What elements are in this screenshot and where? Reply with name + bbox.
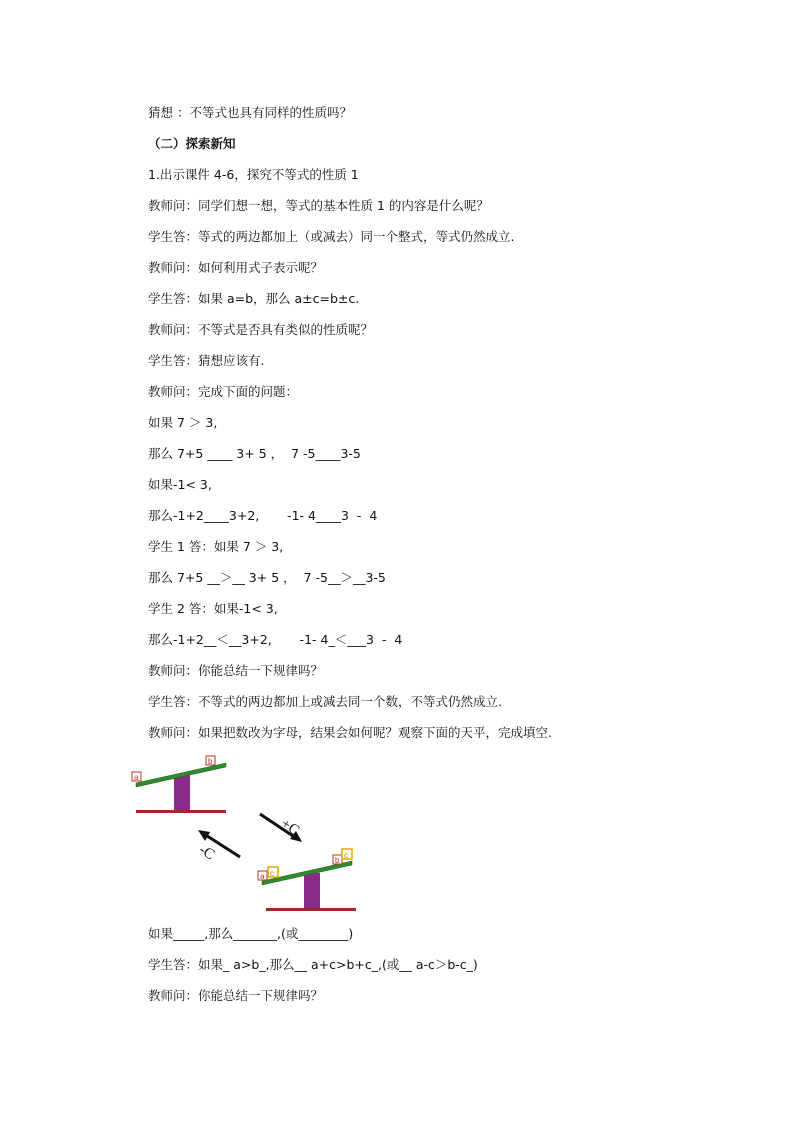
teacher-question-4: 教师问：完成下面的问题：	[148, 384, 299, 399]
teacher-question-3: 教师问：不等式是否具有类似的性质呢？	[148, 322, 374, 337]
fill-blank-line: 如果_____,那么_______,(或________)	[148, 926, 354, 941]
teacher-question-7: 教师问：你能总结一下规律吗？	[148, 988, 324, 1003]
student-1-answer-then: 那么 7+5 __＞__ 3+ 5 ， 7 -5__＞__3-5	[148, 570, 386, 585]
plus-c-label: +C	[277, 815, 303, 840]
bottom-balance	[258, 849, 356, 911]
exercise-then-2: 那么-1+2____3+2, -1- 4____3 - 4	[148, 508, 378, 523]
teacher-question-1: 教师问：同学们想一想，等式的基本性质 1 的内容是什么呢？	[148, 198, 489, 213]
student-answer-1: 学生答：等式的两边都加上（或减去）同一个整式，等式仍然成立.	[148, 229, 515, 244]
exercise-then-1: 那么 7+5 ____ 3+ 5 ， 7 -5____3-5	[148, 446, 361, 461]
top-base	[136, 810, 226, 813]
exercise-if-1: 如果 7 ＞ 3,	[148, 415, 218, 430]
student-2-answer: 学生 2 答：如果-1< 3,	[148, 601, 278, 616]
student-answer-6: 学生答：如果_ a>b_,那么__ a+c>b+c_,(或__ a-c＞b-c_)	[148, 957, 478, 972]
top-stand	[174, 775, 190, 810]
bottom-box-a-label: a	[260, 872, 265, 881]
minus-c-arrow	[196, 830, 240, 863]
section-heading: （二）探索新知	[148, 136, 236, 151]
teacher-question-6: 教师问：如果把数改为字母，结果会如何呢？观察下面的天平，完成填空.	[148, 725, 552, 740]
top-box-b-label: b	[208, 757, 213, 766]
step-1-line: 1.出示课件 4-6，探究不等式的性质 1	[148, 167, 359, 182]
student-answer-5: 学生答：不等式的两边都加上或减去同一个数，不等式仍然成立.	[148, 694, 502, 709]
student-1-answer: 学生 1 答：如果 7 ＞ 3,	[148, 539, 284, 554]
bottom-box-c-right-label: c	[344, 851, 348, 860]
top-box-a-label: a	[134, 773, 139, 782]
bottom-base	[266, 908, 356, 911]
student-answer-2: 学生答：如果 a=b，那么 a±c=b±c.	[148, 291, 360, 306]
bottom-stand	[304, 873, 320, 908]
plus-c-arrow	[260, 814, 302, 842]
bottom-box-c-left-label: c	[270, 869, 274, 878]
balance-scale-figure	[126, 752, 376, 922]
teacher-question-5: 教师问：你能总结一下规律吗？	[148, 663, 324, 678]
teacher-question-2: 教师问：如何利用式子表示呢？	[148, 260, 324, 275]
top-balance	[132, 756, 226, 813]
student-2-answer-then: 那么-1+2__＜__3+2, -1- 4_＜___3 - 4	[148, 632, 403, 647]
student-answer-3: 学生答：猜想应该有.	[148, 353, 265, 368]
conjecture-line: 猜想 ：不等式也具有同样的性质吗？	[148, 105, 352, 120]
minus-c-label: -C	[195, 841, 218, 864]
bottom-box-b-label: b	[335, 856, 340, 865]
exercise-if-2: 如果-1< 3,	[148, 477, 212, 492]
